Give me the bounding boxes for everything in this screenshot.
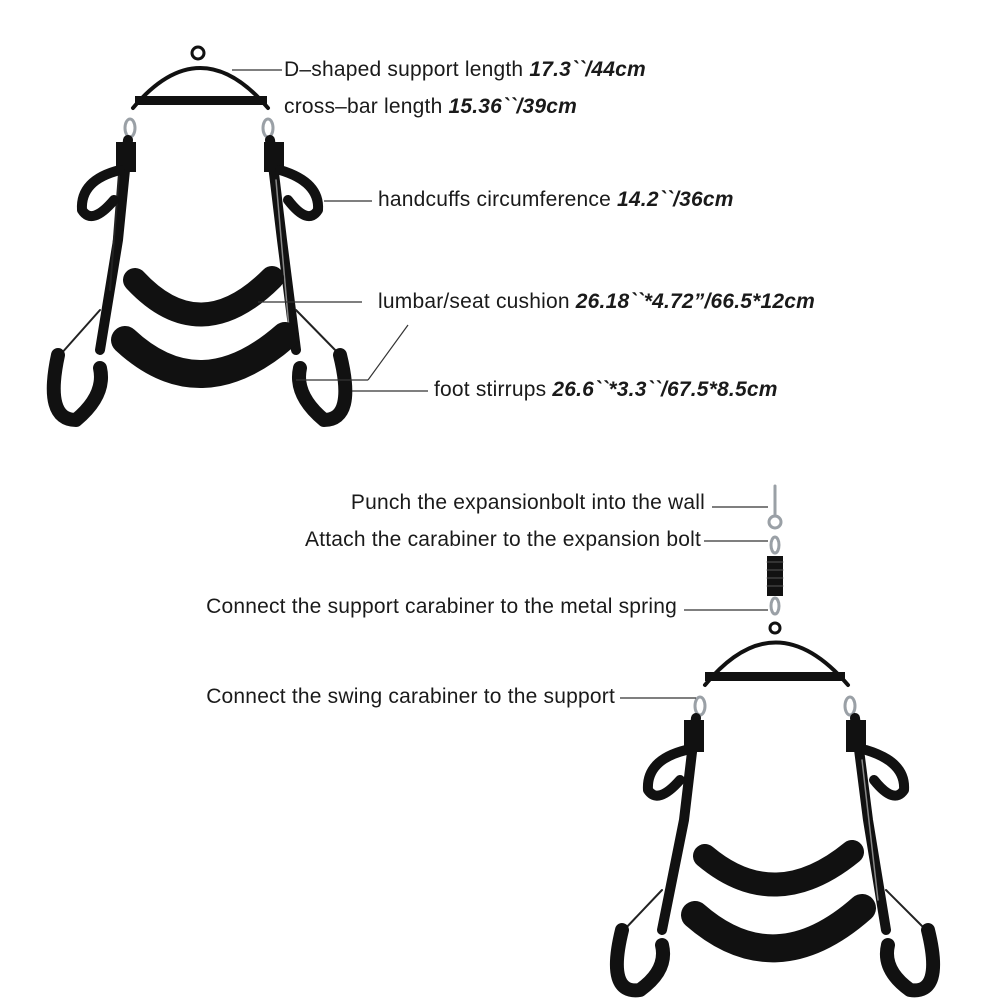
- right-stirrup: [299, 355, 345, 420]
- left-stirrup: [54, 355, 101, 420]
- step-attach-carabiner: Attach the carabiner to the expansion bolt: [305, 528, 701, 551]
- bolt-carabiner: [771, 537, 779, 553]
- step-expansion-bolt: Punch the expansionbolt into the wall: [350, 491, 705, 514]
- spec-cross-bar: cross–bar length 15.36``/39cm: [284, 95, 577, 118]
- bottom-swing: [617, 486, 933, 990]
- spec-d-support: D–shaped support length 17.3``/44cm: [284, 58, 646, 81]
- left-handcuff: [82, 170, 120, 216]
- seat-cushion: [135, 278, 272, 315]
- bottom-cross-bar: [705, 672, 845, 681]
- right-handcuff: [280, 170, 318, 216]
- top-ring: [192, 47, 204, 59]
- left-carabiner: [125, 119, 135, 137]
- step-connect-swing: Connect the swing carabiner to the support: [206, 685, 615, 708]
- step-connect-spring: Connect the support carabiner to the metal spring: [206, 595, 677, 618]
- right-carabiner: [263, 119, 273, 137]
- spring-carabiner: [771, 598, 779, 614]
- spec-foot-stirrups: foot stirrups 26.6``*3.3``/67.5*8.5cm: [434, 378, 778, 401]
- cross-bar: [135, 96, 267, 105]
- lumbar-cushion: [125, 336, 285, 374]
- spec-seat-cushion: lumbar/seat cushion 26.18``*4.72”/66.5*12cm: [378, 290, 816, 313]
- spec-handcuffs: handcuffs circumference 14.2``/36cm: [378, 188, 734, 211]
